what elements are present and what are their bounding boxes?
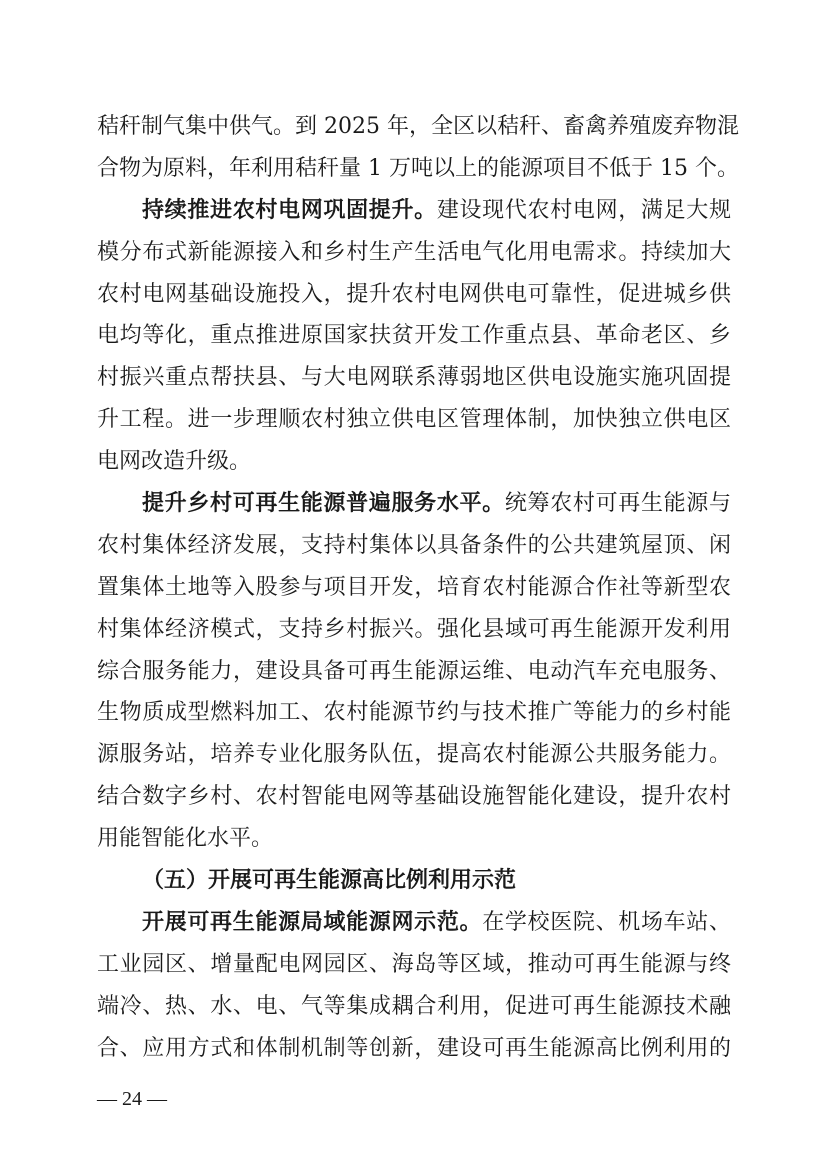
text-line (97, 525, 731, 567)
text-line (97, 818, 731, 860)
bold-lead-phrase: 持续推进农村电网巩固提升。 (142, 196, 437, 223)
body-text: 建设现代农村电网，满足大规 (436, 197, 731, 223)
bold-lead-phrase: 提升乡村可再生能源普遍服务水平。 (142, 490, 505, 517)
body-text: 模分布式新能源接入和乡村生产生活电气化用电需求。持续加大 (97, 239, 731, 265)
body-text: 在学校医院、机场车站、 (482, 909, 731, 935)
body-text: 农村集体经济发展，支持村集体以具备条件的公共建筑屋顶、闲 (97, 532, 731, 558)
body-text: 升工程。进一步理顺农村独立供电区管理体制，加快独立供电区 (97, 407, 731, 433)
text-line (97, 776, 731, 818)
text-line (97, 190, 731, 232)
bold-lead-phrase: 开展可再生能源局域能源网示范。 (142, 908, 483, 935)
body-text: 置集体土地等入股参与项目开发，培育农村能源合作社等新型农 (97, 574, 731, 600)
text-line (97, 734, 731, 776)
text-line (97, 944, 731, 986)
text-line (97, 106, 739, 148)
text-line (97, 441, 731, 483)
page-number: — 24 — (97, 1088, 167, 1110)
text-line (97, 1028, 731, 1070)
text-line (97, 399, 731, 441)
body-text: 秸秆制气集中供气。到 2025 年，全区以秸秆、畜禽养殖废弃物混 (97, 114, 739, 139)
body-text: 合、应用方式和体制机制等创新，建设可再生能源高比例利用的 (97, 1035, 731, 1061)
text-line (97, 274, 731, 316)
body-text: 端冷、热、水、电、气等集成耦合利用，促进可再生能源技术融 (97, 993, 731, 1019)
text-line (97, 567, 731, 609)
text-line (97, 986, 731, 1028)
body-text: 生物质成型燃料加工、农村能源节约与技术推广等能力的乡村能 (97, 700, 731, 726)
body-text: 综合服务能力，建设具备可再生能源运维、电动汽车充电服务、 (97, 658, 731, 684)
body-text: 结合数字乡村、农村智能电网等基础设施智能化建设，提升农村 (97, 784, 731, 810)
body-text: 工业园区、增量配电网园区、海岛等区域，推动可再生能源与终 (97, 951, 731, 977)
text-line (97, 315, 731, 357)
text-line (97, 357, 731, 399)
body-text: 农村电网基础设施投入，提升农村电网供电可靠性，促进城乡供 (97, 281, 731, 307)
text-line (97, 692, 731, 734)
body-text: 电均等化，重点推进原国家扶贫开发工作重点县、革命老区、乡 (97, 323, 731, 349)
text-line (97, 483, 731, 525)
body-text: 电网改造升级。 (97, 449, 252, 475)
body-text: 源服务站，培养专业化服务队伍，提高农村能源公共服务能力。 (97, 742, 731, 768)
text-line (97, 148, 739, 190)
section-heading (97, 860, 731, 902)
bold-lead-phrase: （五）开展可再生能源高比例利用示范 (142, 867, 517, 894)
text-line (97, 609, 731, 651)
text-line (97, 902, 731, 944)
body-text: 村振兴重点帮扶县、与大电网联系薄弱地区供电设施实施巩固提 (97, 365, 731, 391)
body-text: 合物为原料，年利用秸秆量 1 万吨以上的能源项目不低于 15 个。 (97, 155, 739, 181)
document-body (97, 106, 739, 1069)
body-text: 村集体经济模式，支持乡村振兴。强化县域可再生能源开发利用 (97, 616, 731, 642)
text-line (97, 232, 731, 274)
text-line (97, 651, 731, 693)
body-text: 统筹农村可再生能源与 (504, 491, 731, 517)
body-text: 用能智能化水平。 (97, 826, 274, 852)
